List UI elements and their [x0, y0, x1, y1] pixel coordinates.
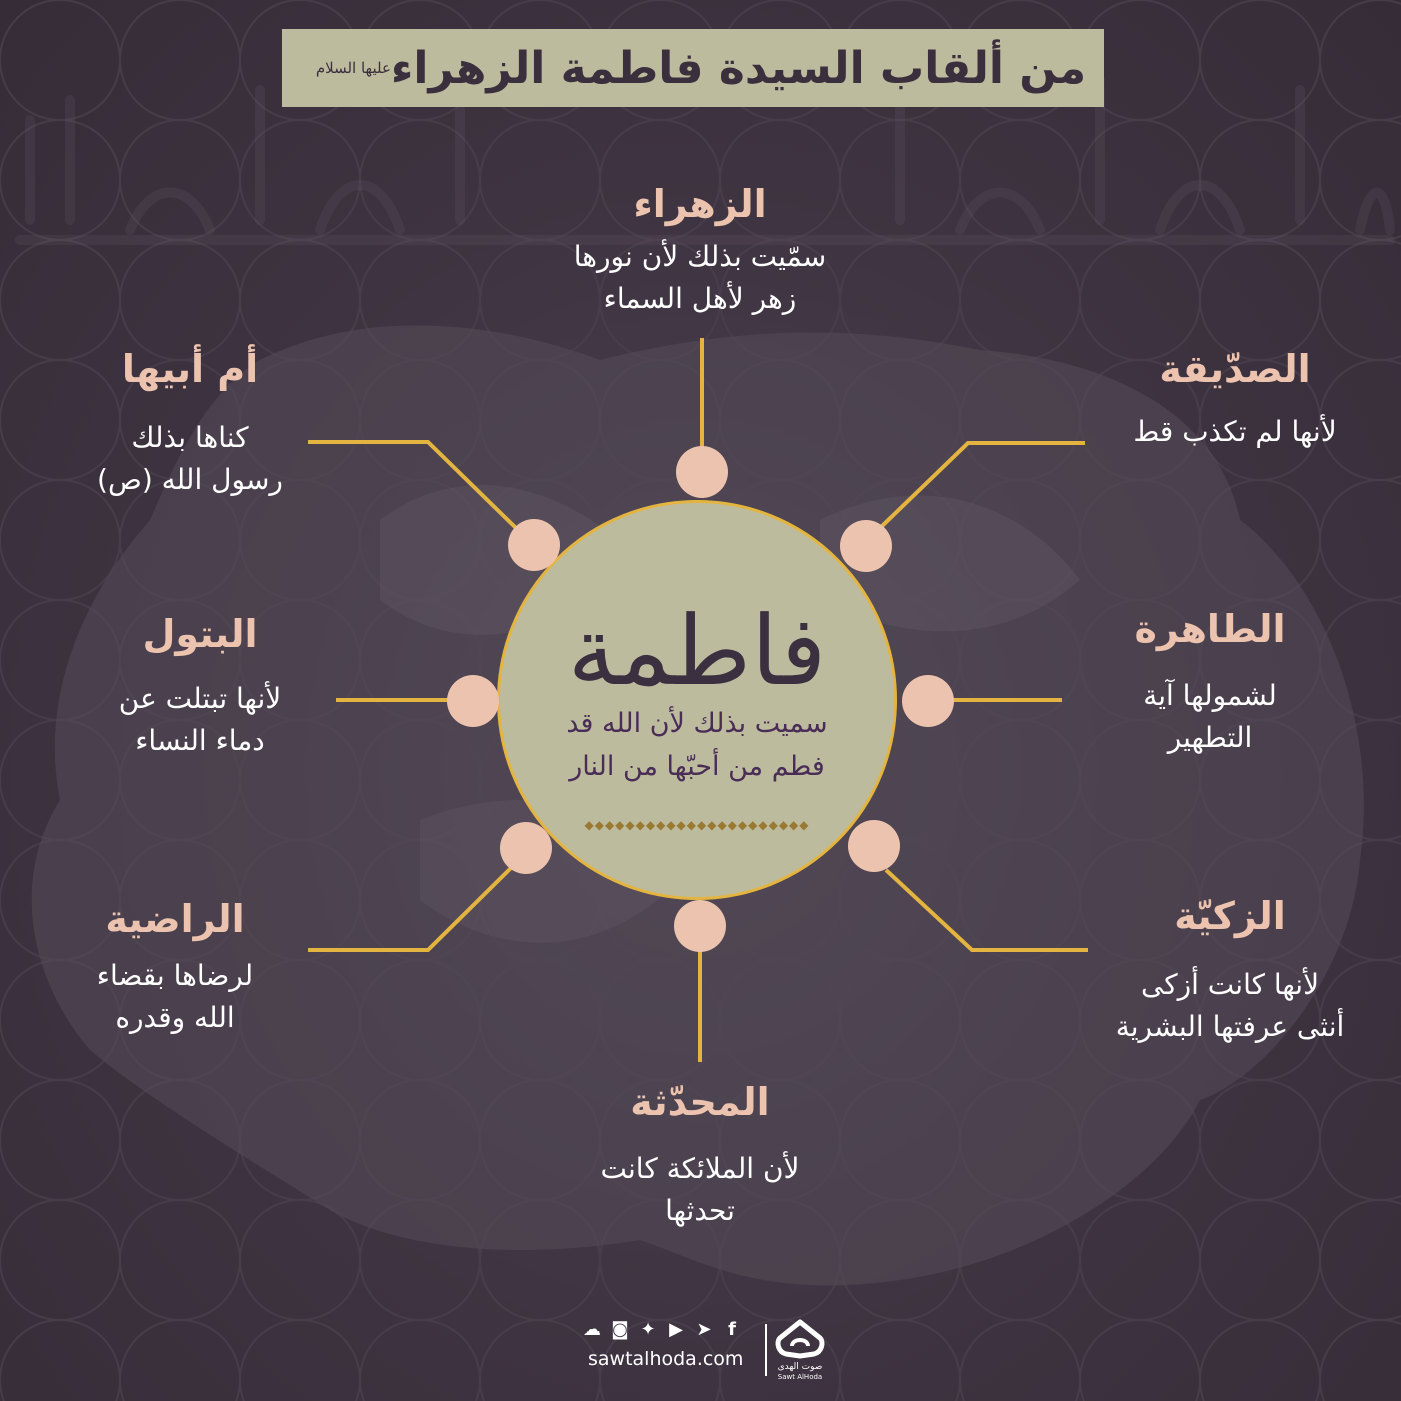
social-links — [582, 1320, 742, 1340]
title-desc-line-1: لشمولها آية — [1143, 679, 1277, 712]
youtube-icon[interactable]: ▶ — [669, 1319, 683, 1340]
title-desc-line-1: لرضاها بقضاء — [96, 959, 254, 992]
fatima-calligraphy: فاطمة — [567, 595, 827, 707]
soundcloud-icon[interactable]: ☁ — [583, 1319, 601, 1340]
facebook-icon[interactable]: f — [728, 1319, 736, 1340]
title-name: الراضية — [105, 897, 245, 941]
center-medallion — [497, 500, 897, 900]
title-desc-line-1: سمّيت بذلك لأن نورها — [573, 240, 827, 273]
page-title: من ألقاب السيدة فاطمة الزهراء — [390, 42, 1087, 94]
title-block-alsiddiqa — [1090, 345, 1380, 453]
title-name: الصدّيقة — [1159, 347, 1311, 391]
title-desc-line-1: كناها بذلك — [131, 421, 249, 454]
node-bottom-left — [500, 822, 552, 874]
twitter-icon[interactable]: ✦ — [640, 1319, 656, 1340]
website-link[interactable]: sawtalhoda.com — [588, 1348, 744, 1370]
node-right — [902, 675, 954, 727]
title-block-albatool — [80, 610, 320, 762]
title-block-alzakiyya — [1085, 892, 1375, 1048]
title-block-almuhaddatha — [540, 1078, 860, 1232]
title-desc-line-2: تحدثها — [665, 1194, 735, 1227]
title-name: البتول — [142, 612, 258, 656]
title-name: الزهراء — [633, 182, 767, 226]
node-top-left — [508, 519, 560, 571]
title-block-altahira — [1100, 605, 1320, 759]
instagram-icon[interactable]: ◙ — [611, 1319, 629, 1340]
center-explanation-line-1: سميت بذلك لأن الله قد — [566, 708, 828, 739]
title-name: الطاهرة — [1134, 607, 1286, 651]
footer-divider — [765, 1324, 767, 1376]
title-desc-line-2: دماء النساء — [135, 724, 265, 757]
title-block-alzahra — [520, 180, 880, 320]
logo-mark-icon — [770, 1318, 830, 1362]
brand-logo — [770, 1318, 830, 1382]
honorific-glyph: عليها السلام — [315, 59, 391, 77]
title-desc-line-1: لأنها تبتلت عن — [118, 682, 282, 715]
header-banner — [282, 29, 1104, 107]
center-explanation-line-2: فطم من أحبّها من النار — [569, 751, 825, 782]
title-block-alradhiya — [70, 895, 280, 1039]
logo-english: Sawt AlHoda — [777, 1373, 823, 1381]
title-desc-line-1: لأنها كانت أزكى — [1140, 968, 1320, 1001]
node-bottom — [674, 900, 726, 952]
title-desc-line-2: التطهير — [1167, 721, 1253, 754]
title-desc-line-2: أنثى عرفتها البشرية — [1115, 1010, 1345, 1043]
node-bottom-right — [848, 820, 900, 872]
logo-arabic: صوت الهدى — [777, 1362, 823, 1372]
footer — [570, 1312, 850, 1392]
title-name: المحدّثة — [630, 1080, 770, 1124]
title-desc-line-1: لأنها لم تكذب قط — [1133, 415, 1337, 448]
title-desc-line-2: رسول الله (ص) — [97, 463, 283, 496]
title-desc-line-1: لأن الملائكة كانت — [600, 1152, 800, 1185]
node-left — [447, 675, 499, 727]
title-name: الزكيّة — [1174, 894, 1286, 938]
ornament-divider: ◆◆◆◆◆◆◆◆◆◆◆◆◆◆◆◆◆◆◆◆◆◆ — [584, 818, 810, 832]
node-top — [676, 446, 728, 498]
title-desc-line-2: زهر لأهل السماء — [603, 282, 797, 315]
title-block-umm-abiha — [70, 345, 310, 501]
telegram-icon[interactable]: ➤ — [696, 1319, 712, 1340]
node-top-right — [840, 520, 892, 572]
title-desc-line-2: الله وقدره — [115, 1001, 235, 1034]
title-name: أم أبيها — [121, 347, 259, 391]
